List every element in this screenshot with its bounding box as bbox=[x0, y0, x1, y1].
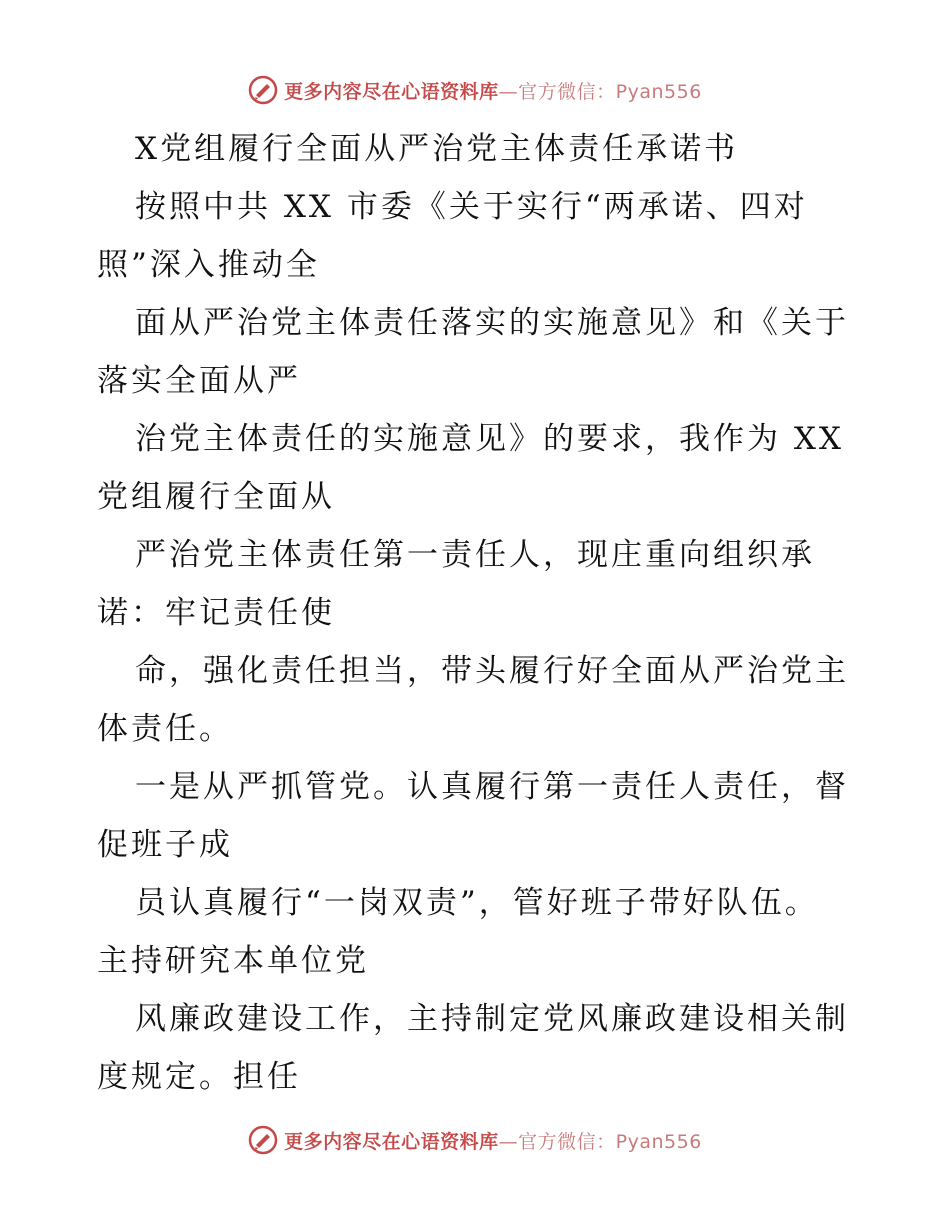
book-quill-icon bbox=[248, 1125, 278, 1155]
document-title: X党组履行全面从严治党主体责任承诺书 bbox=[135, 131, 739, 167]
document-line: 风廉政建设工作，主持制定党风廉政建设相关制 bbox=[135, 1001, 849, 1037]
document-line: 严治党主体责任第一责任人，现庄重向组织承 bbox=[135, 537, 815, 573]
document-body bbox=[97, 120, 857, 1106]
document-line: 党组履行全面从 bbox=[97, 479, 335, 515]
watermark-text bbox=[284, 77, 702, 104]
footer-watermark-banner bbox=[0, 1120, 950, 1160]
watermark-sep: — bbox=[498, 80, 519, 103]
watermark-sep: — bbox=[498, 1130, 519, 1153]
watermark-main: 更多内容尽在心语资料库 bbox=[284, 1130, 499, 1153]
document-line: 员认真履行“一岗双责”，管好班子带好队伍。 bbox=[135, 885, 819, 921]
header-watermark-banner bbox=[0, 70, 950, 110]
watermark-text bbox=[284, 1127, 702, 1154]
document-line: 体责任。 bbox=[97, 711, 233, 747]
watermark-main: 更多内容尽在心语资料库 bbox=[284, 80, 499, 103]
watermark-wechat: 官方微信：Pyan556 bbox=[518, 1130, 702, 1153]
document-line: 一是从严抓管党。认真履行第一责任人责任，督 bbox=[135, 769, 849, 805]
document-line: 面从严治党主体责任落实的实施意见》和《关于 bbox=[135, 305, 849, 341]
document-line: 治党主体责任的实施意见》的要求，我作为 XX bbox=[135, 421, 844, 457]
document-line: 按照中共 XX 市委《关于实行“两承诺、四对 bbox=[135, 189, 808, 225]
document-line: 照”深入推动全 bbox=[97, 247, 320, 283]
watermark-wechat: 官方微信：Pyan556 bbox=[518, 80, 702, 103]
document-line: 主持研究本单位党 bbox=[97, 943, 369, 979]
document-line: 命，强化责任担当，带头履行好全面从严治党主 bbox=[135, 653, 849, 689]
book-quill-icon bbox=[248, 75, 278, 105]
document-line: 落实全面从严 bbox=[97, 363, 301, 399]
document-line: 诺：牢记责任使 bbox=[97, 595, 335, 631]
document-line: 促班子成 bbox=[97, 827, 233, 863]
document-line: 度规定。担任 bbox=[97, 1059, 301, 1095]
